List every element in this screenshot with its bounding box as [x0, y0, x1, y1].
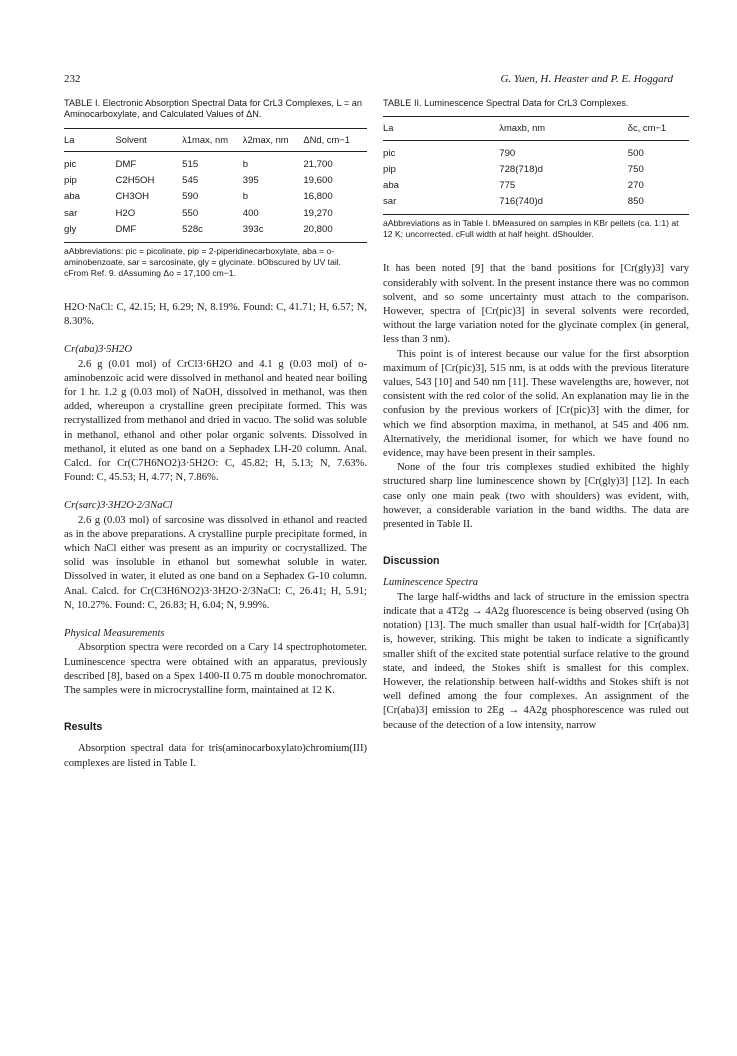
- table1-header: Solvent: [116, 128, 183, 151]
- table-cell: pip: [64, 175, 77, 187]
- body-paragraph: It has been noted [9] that the band positions for [Cr(gly)3] vary considerably with solvent. In the present instance there was no common solvent, and so some uncertainty must attach to the comparison. However, spectra of [Cr(pic)3] in several solvents were recorded, without the large variation noted for the glycinate complex (in general, less than 3 nm).: [383, 263, 689, 346]
- table-cell: 550: [182, 207, 199, 219]
- table1-header: La: [64, 128, 116, 151]
- body-paragraph: The large half-widths and lack of structure in the emission spectra indicate that a 4T2g → 4A2g fluorescence is being observed (using Oh notation) [13]. The much smaller than usual half-width for [Cr(aba)3] is, however, striking. This might be taken to indicate a significantly smaller shift of the excited state potential surface relative to the ground state, and indeed, the Stokes shift is smallest for this complex. However, the relationship between half-widths and Stokes shift is not well defined among the four complexes. An assignment of the [Cr(aba)3] emission to 2Eg → 4A2g phosphorescence was ruled out because of the detection of a low intensity, narrow: [383, 591, 689, 731]
- table-cell: 20,800: [303, 222, 367, 243]
- section-heading: Results: [64, 721, 103, 734]
- body-paragraph: Absorption spectral data for tris(aminocarboxylato)chromium(III) complexes are listed in Table I.: [64, 743, 367, 769]
- table-cell: pip: [383, 163, 396, 175]
- table-cell: 393c: [243, 222, 304, 243]
- running-header-authors: G. Yuen, H. Heaster and P. E. Hoggard: [500, 73, 673, 85]
- table1-caption: TABLE I. Electronic Absorption Spectral Data for CrL3 Complexes, L = an Aminocarboxylate, and Calculated Values of ΔN.: [64, 98, 362, 120]
- right-column: [383, 98, 689, 733]
- table-row: [383, 140, 689, 162]
- subsection-heading: Physical Measurements: [64, 628, 165, 640]
- table-cell: 515: [182, 159, 199, 171]
- table-row: [383, 194, 689, 215]
- table-cell: 270: [627, 180, 644, 192]
- table-cell: CH3OH: [115, 191, 150, 203]
- table-row: [64, 152, 367, 174]
- table2-caption: TABLE II. Luminescence Spectral Data for CrL3 Complexes.: [383, 98, 629, 108]
- table-cell: 19,600: [303, 175, 333, 187]
- table-cell: b: [242, 191, 249, 203]
- body-paragraph: Absorption spectra were recorded on a Cary 14 spectrophotometer. Luminescence spectra were obtained with an apparatus, previously described [8], based on a Spex 1400-II 0.75 m double monochromator. The samples were in microcrystalline form, maintained at 12 K.: [64, 642, 367, 696]
- section-heading: Discussion: [383, 555, 440, 568]
- table1-header: ΔNd, cm−1: [303, 128, 367, 151]
- table1-header-row: [64, 128, 367, 151]
- table-cell: gly: [64, 222, 116, 243]
- table-cell: 850: [628, 194, 689, 215]
- table-cell: DMF: [115, 159, 137, 171]
- table1: [64, 128, 367, 243]
- table-row: [64, 222, 367, 243]
- table-cell: 590: [182, 191, 199, 203]
- table-cell: sar: [383, 194, 499, 215]
- table2-header: La: [383, 117, 499, 140]
- subsection-heading: Cr(aba)3·5H2O: [64, 344, 132, 356]
- body-paragraph: None of the four tris complexes studied exhibited the highly structured sharp line luminescence shown by [Cr(gly)3] [12]. In each case only one main peak (two with shoulders) was evident, with, however, a considerable variation in the band widths. The data are presented in Table II.: [383, 462, 689, 531]
- table-cell: 750: [627, 163, 644, 175]
- table-cell: b: [242, 159, 249, 171]
- table2: [383, 116, 689, 215]
- left-column: [64, 98, 367, 771]
- table1-header: λ2max, nm: [243, 128, 304, 151]
- table-cell: 500: [627, 147, 644, 159]
- table2-header: δc, cm−1: [628, 117, 689, 140]
- body-paragraph: 2.6 g (0.03 mol) of sarcosine was dissolved in ethanol and reacted as in the above preparations. A crystalline purple precipitate formed, in which NaCl either was present as an impurity or cocrystallized. The solid was insoluble in ethanol but somewhat soluble in water. Dissolved in water, it eluted as one band on a Sephadex G-10 column. Anal. Calcd. for Cr(C3H6NO2)3·3H2O·2/3NaCl: C, 26.41; H, 5.91; N, 10.27%. Found: C, 26.83; H, 6.04; N, 9.99%.: [64, 514, 367, 611]
- table-cell: pic: [383, 147, 396, 159]
- body-paragraph: 2.6 g (0.01 mol) of CrCl3·6H2O and 4.1 g (0.03 mol) of o-aminobenzoic acid were dissolved in methanol and heated near boiling for 1 hr. 1.2 g (0.03 mol) of NaOH, dissolved in methanol, was then added, whereupon a crystalline green precipitate formed. This was recrystallized from methanol and dried in vacuo. The solid was soluble in methanol, ethanol and other polar organic solvents. Dissolved in methanol, it eluted as one band on a Sephadex LH-20 column. Anal. Calcd. for Cr(C7H6NO2)3·5H2O: C, 45.82; H, 5.13; N, 7.63%. Found: C, 45.53; H, 4.77; N, 7.86%.: [64, 358, 367, 484]
- table2-footnote: aAbbreviations as in Table I. bMeasured on samples in KBr pellets (ca. 1:1) at 12 K; uncorrected. cFull width at half height. dShoulder.: [383, 218, 679, 240]
- table-cell: 728(718)d: [499, 163, 544, 175]
- table-row: [383, 178, 689, 194]
- table-cell: 790: [499, 147, 516, 159]
- table-cell: DMF: [116, 222, 183, 243]
- page-number: 232: [64, 73, 81, 85]
- table-cell: C2H5OH: [115, 175, 155, 187]
- table-cell: sar: [64, 207, 78, 219]
- table2-header: λmaxb, nm: [499, 117, 628, 140]
- subsection-heading: Cr(sarc)3·3H2O·2/3NaCl: [64, 500, 173, 512]
- table1-footnote: aAbbreviations: pic = picolinate, pip = 2-piperidinecarboxylate, aba = o-aminobenzoate, sar = sarcosinate, gly = glycinate. bObscured by UV tail. cFrom Ref. 9. dAssuming Δo = 17,100 cm−1.: [64, 246, 342, 279]
- body-paragraph: H2O·NaCl: C, 42.15; H, 6.29; N, 8.19%. Found: C, 41.71; H, 6.57; N, 8.30%.: [64, 302, 367, 328]
- table-cell: 395: [242, 175, 259, 187]
- table-cell: 16,800: [303, 191, 333, 203]
- table-cell: 21,700: [303, 159, 333, 171]
- table-cell: 528c: [182, 222, 243, 243]
- table-row: [64, 189, 367, 205]
- table-row: [64, 206, 367, 222]
- table-row: [64, 173, 367, 189]
- table1-header: λ1max, nm: [182, 128, 243, 151]
- table-cell: aba: [383, 180, 400, 192]
- table-cell: 716(740)d: [499, 194, 628, 215]
- table-cell: pic: [64, 159, 77, 171]
- table2-header-row: [383, 117, 689, 140]
- table-cell: 545: [182, 175, 199, 187]
- body-paragraph: This point is of interest because our value for the first absorption maximum of [Cr(pic)3], 515 nm, is at odds with the previous literature values, 543 [10] and 540 nm [11]. These wavelengths are, however, not consistent with the red color of the solid. An explanation may lie in the confusion by the previous workers of [Cr(pic)3] with the dimer, for which we find absorption maxima, in methanol, at 545 and 406 nm. Alternatively, the meridional isomer, for which we have found no evidence, may have been present in their samples.: [383, 348, 689, 460]
- table-cell: H2O: [115, 207, 136, 219]
- table-cell: aba: [64, 191, 81, 203]
- table-cell: 19,270: [303, 207, 333, 219]
- subsection-heading: Luminescence Spectra: [383, 577, 479, 589]
- table-row: [383, 162, 689, 178]
- table-cell: 400: [242, 207, 259, 219]
- table-cell: 775: [499, 180, 516, 192]
